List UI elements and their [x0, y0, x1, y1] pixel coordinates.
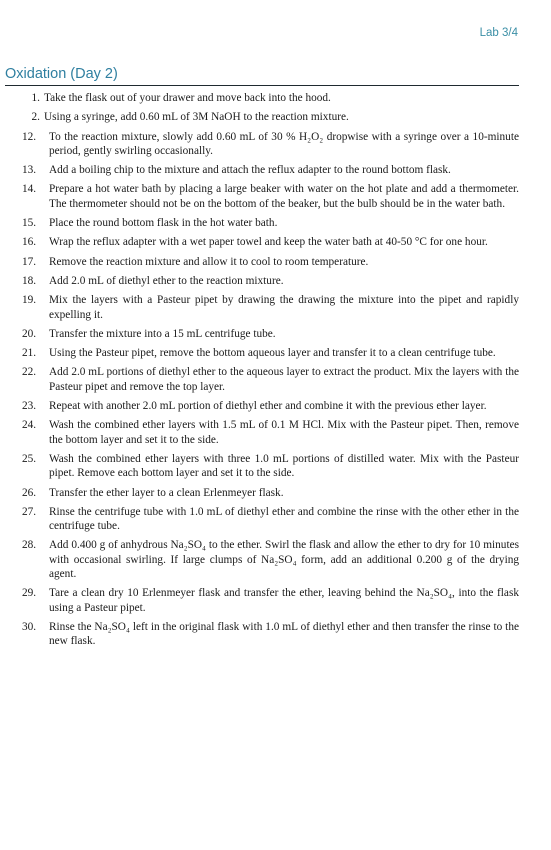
step-text: Take the flask out of your drawer and move back into the hood.: [44, 92, 331, 104]
step-text: Using the Pasteur pipet, remove the bottom aqueous layer and transfer it to a clean centrifuge tube.: [49, 347, 496, 360]
step-number: 15.: [22, 217, 37, 230]
step-text: Wash the combined ether layers with three 1.0 mL portions of distilled water. Mix with the Pasteur pipet. Remove each bottom layer and set it to the side.: [49, 452, 519, 480]
procedure-step: [22, 620, 519, 649]
procedure-step: [22, 327, 519, 341]
step-text: Prepare a hot water bath by placing a large beaker with water on the hot plate and add a thermometer. The thermometer should not be on the bottom of the beaker, but the bulb should be in the water bath.: [49, 183, 519, 210]
step-text: Rinse the centrifuge tube with 1.0 mL of diethyl ether and combine the rinse with the other ether in the centrifuge tube.: [49, 505, 519, 533]
step-number: 22.: [22, 366, 37, 379]
step-number: 17.: [22, 255, 37, 268]
step-number: 21.: [22, 347, 37, 360]
step-number: 28.: [22, 539, 37, 552]
step-number: 12.: [22, 130, 37, 143]
step-number: 19.: [22, 294, 37, 307]
step-number: 2.: [31, 111, 40, 124]
step-text: Place the round bottom flask in the hot water bath.: [49, 217, 278, 230]
step-number: 14.: [22, 183, 37, 196]
step-number: 13.: [22, 164, 37, 177]
step-text: Add a boiling chip to the mixture and attach the reflux adapter to the round bottom flask.: [49, 164, 451, 177]
step-number: 1.: [31, 92, 40, 104]
step-text: Wash the combined ether layers with 1.5 mL of 0.1 M HCl. Mix with the Pasteur pipet. Then, remove the bottom layer and set it to the side.: [49, 419, 519, 446]
procedure-step: [22, 235, 519, 249]
procedure-step: [22, 505, 519, 534]
step-text: Rinse the Na₂SO₄ left in the original flask with 1.0 mL of diethyl ether and then transfer the rinse to the new flask.: [49, 620, 519, 648]
step-text: Add 0.400 g of anhydrous Na₂SO₄ to the ether. Swirl the flask and allow the ether to dry for 10 minutes with occasional swirling. If large clumps of Na₂SO₄ form, add an additional 0.200 g of the drying agent.: [49, 539, 519, 581]
step-text: Add 2.0 mL portions of diethyl ether to the aqueous layer to extract the product. Mix the layers with the Pasteur pipet and remove the top layer.: [49, 366, 519, 393]
title-underline: [5, 85, 519, 86]
step-text: Remove the reaction mixture and allow it to cool to room temperature.: [49, 255, 369, 268]
procedure-step: [22, 486, 519, 500]
step-text: Repeat with another 2.0 mL portion of diethyl ether and combine it with the previous ether layer.: [49, 400, 487, 413]
step-text: Transfer the ether layer to a clean Erlenmeyer flask.: [49, 486, 284, 499]
step-number: 23.: [22, 400, 37, 413]
step-number: 30.: [22, 620, 37, 633]
procedure-step: [22, 346, 519, 360]
procedure-step: [22, 130, 519, 159]
procedure-step: [22, 163, 519, 177]
procedure-step: [22, 293, 519, 322]
step-number: 29.: [22, 587, 37, 600]
procedure-step: [22, 586, 519, 615]
procedure-step: [22, 365, 519, 394]
procedure-step: [22, 110, 519, 124]
procedure-step: [22, 182, 519, 211]
step-text: Tare a clean dry 10 Erlenmeyer flask and transfer the ether, leaving behind the Na₂SO₄, into the flask using a Pasteur pipet.: [49, 587, 519, 614]
step-text: Using a syringe, add 0.60 mL of 3M NaOH to the reaction mixture.: [44, 111, 349, 124]
procedure-step: [22, 91, 519, 105]
procedure-step: [22, 216, 519, 230]
step-number: 16.: [22, 236, 37, 249]
procedure-step: [22, 399, 519, 413]
step-number: 26.: [22, 486, 37, 499]
step-number: 20.: [22, 327, 37, 340]
step-text: Wrap the reflux adapter with a wet paper towel and keep the water bath at 40-50 °C for one hour.: [49, 236, 488, 249]
section-title: Oxidation (Day 2): [5, 66, 118, 82]
lab-label: Lab 3/4: [479, 27, 518, 39]
step-text: Mix the layers with a Pasteur pipet by drawing the drawing the mixture into the pipet and rapidly expelling it.: [49, 294, 519, 321]
step-number: 18.: [22, 274, 37, 287]
step-text: To the reaction mixture, slowly add 0.60 mL of 30 % H₂O₂ dropwise with a syringe over a 10-minute period, gently swirling occasionally.: [49, 130, 519, 157]
procedure-steps-list: [22, 91, 519, 654]
procedure-step: [22, 538, 519, 581]
step-number: 25.: [22, 452, 37, 465]
step-text: Add 2.0 mL of diethyl ether to the reaction mixture.: [49, 274, 284, 287]
procedure-step: [22, 418, 519, 447]
procedure-step: [22, 255, 519, 269]
step-text: Transfer the mixture into a 15 mL centrifuge tube.: [49, 327, 276, 340]
step-number: 24.: [22, 419, 37, 432]
procedure-step: [22, 452, 519, 481]
procedure-step: [22, 274, 519, 288]
step-number: 27.: [22, 505, 37, 518]
